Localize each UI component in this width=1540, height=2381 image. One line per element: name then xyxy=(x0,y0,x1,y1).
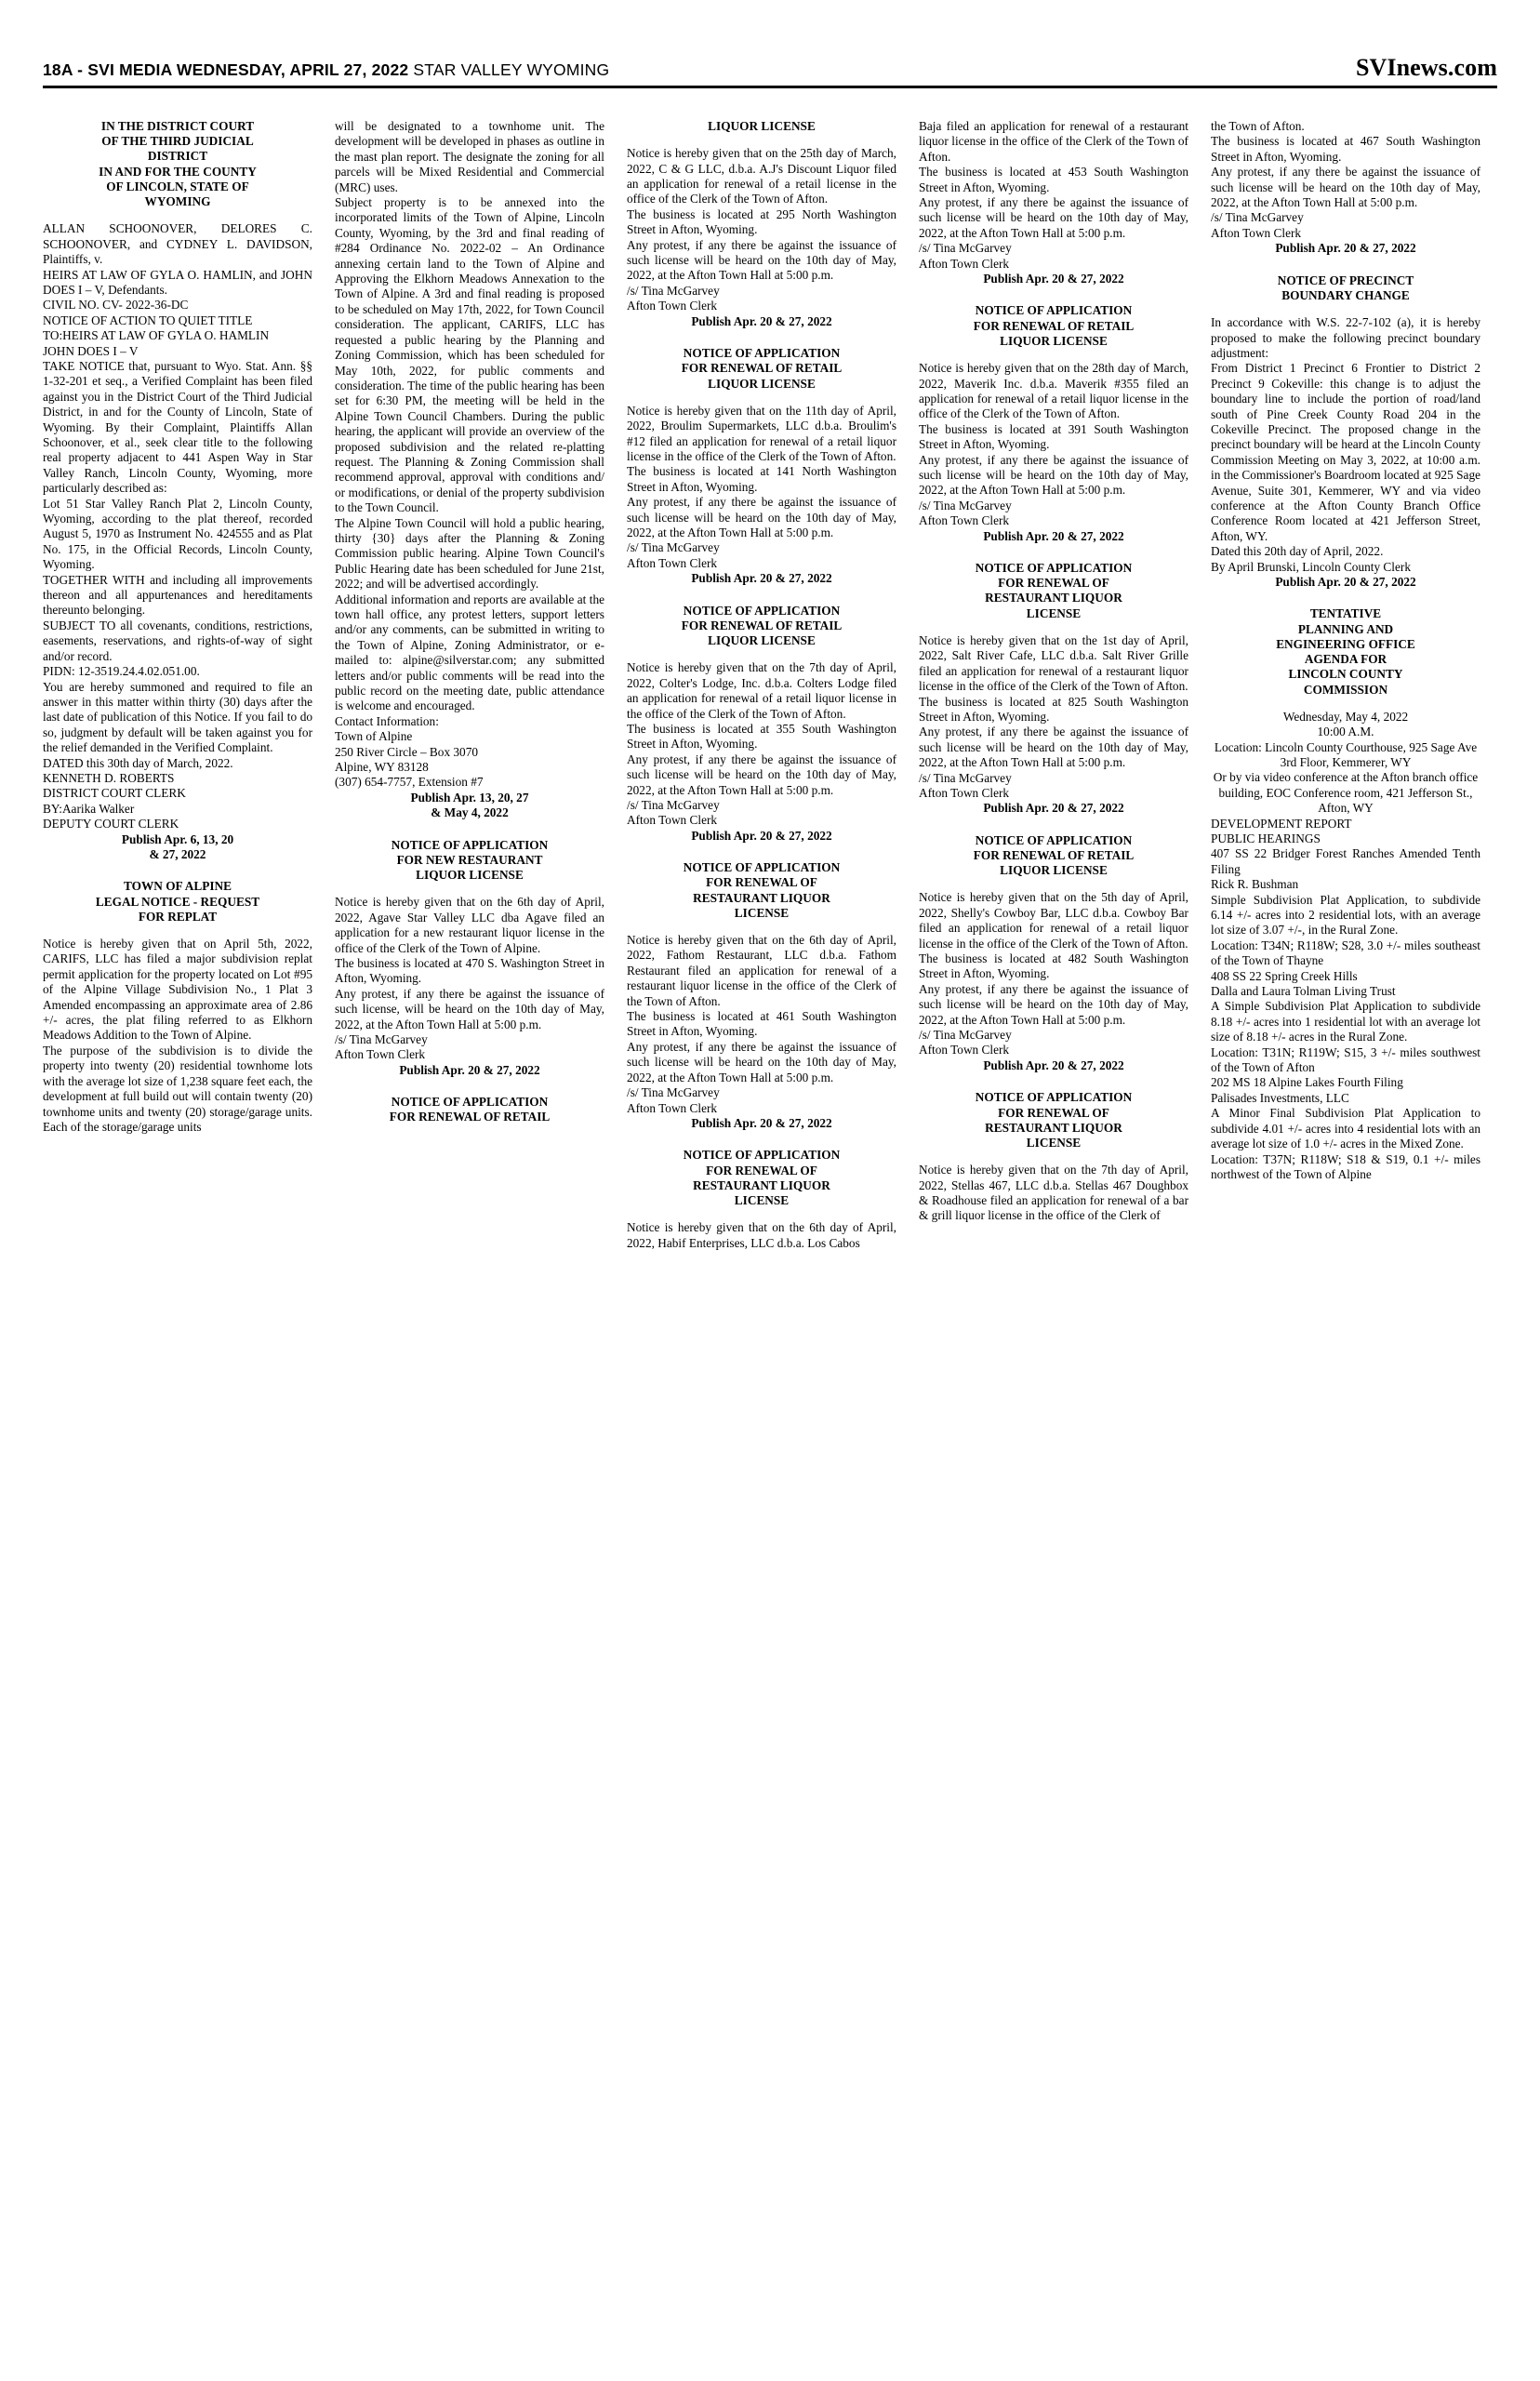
notice-paragraph: ALLAN SCHOONOVER, DELORES C. SCHOONOVER, and CYDNEY L. DAVIDSON, Plaintiffs, v. xyxy=(43,221,312,267)
notice-paragraph: DEVELOPMENT REPORT xyxy=(1211,816,1352,831)
notice-heading: NOTICE OF APPLICATION FOR RENEWAL OF RETAIL LIQUOR LICENSE xyxy=(681,603,843,648)
notice-paragraph: Notice is hereby given that on the 6th day of April, 2022, Agave Star Valley LLC dba Agave filed an application for a new restaurant liquor license in the office of the Clerk of the Town of Alpine. xyxy=(335,895,604,955)
notice-paragraph: In accordance with W.S. 22-7-102 (a), it is hereby proposed to make the following precinct boundary adjustment: xyxy=(1211,315,1480,360)
notice-paragraph: (307) 654-7757, Extension #7 xyxy=(335,775,484,790)
notice-paragraph: Additional information and reports are available at the town hall office, any protest letters, support letters and/or any comments, can be submitted in writing to the Town of Alpine, Zoning Administrator, or e-mailed to: alpine@silverstar.com; any submitted letters and/or public comments will be read into the public record on the meeting date, public attendance is welcome and encouraged. xyxy=(335,592,604,713)
notice-paragraph: By April Brunski, Lincoln County Clerk xyxy=(1211,559,1411,574)
publish-dates: Publish Apr. 20 & 27, 2022 xyxy=(691,571,832,586)
publish-dates: Publish Apr. 20 & 27, 2022 xyxy=(983,1057,1124,1072)
publish-dates: Publish Apr. 20 & 27, 2022 xyxy=(1275,241,1416,256)
notice-heading: NOTICE OF APPLICATION FOR RENEWAL OF RETAIL xyxy=(389,1095,551,1124)
website-label: SVInews.com xyxy=(1355,54,1497,81)
notice-paragraph: Location: T31N; R119W; S15, 3 +/- miles southwest of the Town of Afton xyxy=(1211,1044,1480,1075)
notice-heading: TENTATIVE PLANNING AND ENGINEERING OFFICE AGENDA FOR LINCOLN COUNTY COMMISSION xyxy=(1276,606,1415,697)
notice-heading: TOWN OF ALPINE LEGAL NOTICE - REQUEST FOR REPLAT xyxy=(95,879,260,924)
notice-paragraph: KENNETH D. ROBERTS xyxy=(43,770,175,785)
heading-spacer xyxy=(627,921,896,933)
notice-paragraph: Afton Town Clerk xyxy=(627,1100,718,1115)
notice-paragraph: /s/ Tina McGarvey xyxy=(919,498,1012,512)
notice-paragraph: Subject property is to be annexed into the incorporated limits of the Town of Alpine, Lincoln County, Wyoming, by the 3rd and final reading of #284 Ordinance No. 2022-02 – An Ordinance annexing certain land to the Town of Alpine and Approving the Elkhorn Meadows Annexation to the Town of Alpine. A 3rd and final reading is proposed to be scheduled on May 17th, 2022, for Town Council consideration. The applicant, CARIFS, LLC has requested a public hearing by the Planning and Zoning Commission, which has been scheduled for May 10th, 2022, for public comments and consideration. The time of the public hearing has been set for 6:30 PM, the meeting will be held in the Alpine Town Council Chambers. During the public hearing, the applicant will provide an overview of the proposed subdivision and the related re-platting request. The Planning & Zoning Commission shall recommend approval, approval with conditions and/ or modifications, or denial of the property subdivision to the Town Council. xyxy=(335,195,604,515)
notice-paragraph: will be designated to a townhome unit. The development will be developed in phases as outline in the mast plan report. The designate the zoning for all parcels will be Mixed Residential and Commercial (MRC) uses. xyxy=(335,119,604,194)
notice-paragraph: 250 River Circle – Box 3070 xyxy=(335,744,479,759)
column-1 xyxy=(43,119,312,2351)
publish-dates: Publish Apr. 20 & 27, 2022 xyxy=(983,801,1124,816)
heading-spacer xyxy=(627,134,896,146)
notice-paragraph: 408 SS 22 Spring Creek Hills xyxy=(1211,968,1358,983)
notice-paragraph: Afton Town Clerk xyxy=(627,813,718,828)
publication-name: STAR VALLEY WYOMING xyxy=(413,60,610,79)
notice-paragraph: Location: T37N; R118W; S18 & S19, 0.1 +/- miles northwest of the Town of Alpine xyxy=(1211,1151,1480,1181)
block-spacer xyxy=(627,844,896,860)
heading-spacer xyxy=(919,621,1188,633)
notice-paragraph: /s/ Tina McGarvey xyxy=(627,1085,720,1100)
notice-paragraph: 407 SS 22 Bridger Forest Ranches Amended Tenth Filing xyxy=(1211,846,1480,876)
notice-paragraph: Any protest, if any there be against the issuance of such license will be heard on the 10th day of May, 2022, at the Afton Town Hall at 5:00 p.m. xyxy=(919,452,1188,498)
notice-paragraph: /s/ Tina McGarvey xyxy=(919,241,1012,256)
notice-paragraph: TAKE NOTICE that, pursuant to Wyo. Stat. Ann. §§ 1-32-201 et seq., a Verified Complaint has been filed against you in the District Court of the Third Judicial District, in and for the County of Lincoln, State of Wyoming. By their Complaint, Plaintiffs Allan Schoonover, et al., seek clear title to the following real property adjacent to 441 Aspen Way in Star Valley Ranch, Lincoln County, Wyoming, more particularly described as: xyxy=(43,358,312,496)
heading-spacer xyxy=(627,392,896,404)
centered-line: Or by via video conference at the Afton branch office building, EOC Conference room, 421 Jefferson St., Afton, WY xyxy=(1213,770,1479,816)
notice-paragraph: TOGETHER WITH and including all improvements thereon and all appurtenances and hereditaments thereunto belonging. xyxy=(43,572,312,618)
notice-paragraph: Rick R. Bushman xyxy=(1211,877,1299,892)
block-spacer xyxy=(335,821,604,838)
block-spacer xyxy=(335,1078,604,1095)
heading-spacer xyxy=(919,1151,1188,1163)
notice-paragraph: Any protest, if any there be against the issuance of such license will be heard on the 10th day of May, 2022, at the Afton Town Hall at 5:00 p.m. xyxy=(919,195,1188,240)
notice-paragraph: Afton Town Clerk xyxy=(919,256,1010,271)
publish-dates: Publish Apr. 20 & 27, 2022 xyxy=(691,828,832,843)
notice-paragraph: Dated this 20th day of April, 2022. xyxy=(1211,544,1384,559)
centered-line: Wednesday, May 4, 2022 xyxy=(1282,709,1409,724)
heading-spacer xyxy=(627,648,896,660)
publish-dates: Publish Apr. 20 & 27, 2022 xyxy=(691,1115,832,1130)
notice-paragraph: Any protest, if any there be against the issuance of such license will be heard on the 10th day of May, 2022, at the Afton Town Hall at 5:00 p.m. xyxy=(1211,165,1480,210)
heading-spacer xyxy=(627,1208,896,1220)
notice-paragraph: Any protest, if any there be against the issuance of such license will be heard on the 10th day of May, 2022, at the Afton Town Hall at 5:00 p.m. xyxy=(627,237,896,283)
notice-paragraph: Notice is hereby given that on the 7th day of April, 2022, Stellas 467, LLC d.b.a. Stellas 467 Doughbox & Roadhouse filed an application for renewal of a bar & grill liquor license in the office of the Clerk of xyxy=(919,1163,1188,1223)
notice-paragraph: Any protest, if any there be against the issuance of such license will be heard on the 10th day of May, 2022, at the Afton Town Hall at 5:00 p.m. xyxy=(919,981,1188,1027)
notice-paragraph: 202 MS 18 Alpine Lakes Fourth Filing xyxy=(1211,1075,1403,1090)
publish-dates: Publish Apr. 20 & 27, 2022 xyxy=(983,272,1124,286)
publish-dates: Publish Apr. 20 & 27, 2022 xyxy=(399,1062,540,1077)
notice-paragraph: JOHN DOES I – V xyxy=(43,343,139,358)
notice-paragraph: Palisades Investments, LLC xyxy=(1211,1090,1349,1105)
notice-paragraph: The business is located at 467 South Washington Street in Afton, Wyoming. xyxy=(1211,134,1480,164)
notice-heading: NOTICE OF APPLICATION FOR RENEWAL OF RESTAURANT LIQUOR LICENSE xyxy=(683,860,841,920)
notice-paragraph: Afton Town Clerk xyxy=(919,785,1010,800)
block-spacer xyxy=(627,1131,896,1148)
notice-heading: IN THE DISTRICT COURT OF THE THIRD JUDICIAL DISTRICT IN AND FOR THE COUNTY OF LINCOLN, STATE OF WYOMING xyxy=(99,119,257,209)
notice-paragraph: The Alpine Town Council will hold a public hearing, thirty {30} days after the Planning & Zoning Commission public hearing. Alpine Town Council's Public Hearing date has been scheduled for June 21st, 2022; and will be advertised accordingly. xyxy=(335,515,604,592)
block-spacer xyxy=(919,1073,1188,1090)
notice-paragraph: The business is located at 295 North Washington Street in Afton, Wyoming. xyxy=(627,206,896,237)
notice-paragraph: Any protest, if any there be against the issuance of such license will be heard on the 10th day of May, 2022, at the Afton Town Hall at 5:00 p.m. xyxy=(627,495,896,539)
notice-paragraph: The business is located at 825 South Washington Street in Afton, Wyoming. xyxy=(919,694,1188,724)
column-container xyxy=(43,119,1497,2351)
header-divider xyxy=(43,86,1497,88)
column-2 xyxy=(335,119,604,2351)
heading-spacer xyxy=(43,209,312,221)
notice-paragraph: Baja filed an application for renewal of a restaurant liquor license in the office of the Clerk of the Town of Afton. xyxy=(919,119,1188,164)
notice-paragraph: /s/ Tina McGarvey xyxy=(335,1032,428,1046)
notice-paragraph: Any protest, if any there be against the issuance of such license will be heard on the 10th day of May, 2022, at the Afton Town Hall at 5:00 p.m. xyxy=(627,1039,896,1084)
notice-paragraph: BY:Aarika Walker xyxy=(43,801,135,816)
page-number-label: 18A - SVI MEDIA xyxy=(43,60,172,79)
notice-paragraph: /s/ Tina McGarvey xyxy=(919,770,1012,785)
notice-heading: NOTICE OF APPLICATION FOR RENEWAL OF RETAIL LIQUOR LICENSE xyxy=(681,346,843,391)
notice-paragraph: HEIRS AT LAW OF GYLA O. HAMLIN, and JOHN DOES I – V, Defendants. xyxy=(43,267,312,297)
notice-heading: NOTICE OF APPLICATION FOR RENEWAL OF RESTAURANT LIQUOR LICENSE xyxy=(975,1090,1133,1150)
notice-paragraph: the Town of Afton. xyxy=(1211,119,1305,133)
block-spacer xyxy=(627,587,896,604)
heading-spacer xyxy=(1211,303,1480,315)
notice-paragraph: Notice is hereby given that on the 11th day of April, 2022, Broulim Supermarkets, LLC d.b.a. Broulim's #12 filed an application for renewal of a retail liquor license in the office of the Clerk of the Town of Afton. xyxy=(627,403,896,463)
notice-paragraph: Notice is hereby given that on the 6th day of April, 2022, Fathom Restaurant, LLC d.b.a. Fathom Restaurant filed an application for renewal of a restaurant liquor license in the office of the Clerk of the Town of Afton. xyxy=(627,933,896,1008)
block-spacer xyxy=(919,817,1188,833)
notice-paragraph: Notice is hereby given that on the 7th day of April, 2022, Colter's Lodge, Inc. d.b.a. Colters Lodge filed an application for renewal of a retail liquor license in the office of the Clerk of the Town of Afton. xyxy=(627,660,896,721)
notice-paragraph: Any protest, if any there be against the issuance of such license will be heard on the 10th day of May, 2022, at the Afton Town Hall at 5:00 p.m. xyxy=(919,725,1188,770)
notice-paragraph: Dalla and Laura Tolman Living Trust xyxy=(1211,984,1396,999)
notice-paragraph: /s/ Tina McGarvey xyxy=(919,1028,1012,1043)
notice-paragraph: Afton Town Clerk xyxy=(627,299,718,313)
publish-dates: Publish Apr. 20 & 27, 2022 xyxy=(691,313,832,328)
notice-paragraph: The business is located at 461 South Washington Street in Afton, Wyoming. xyxy=(627,1009,896,1039)
notice-heading: NOTICE OF APPLICATION FOR RENEWAL OF RETAIL LIQUOR LICENSE xyxy=(973,303,1135,348)
notice-paragraph: Any protest, if any there be against the issuance of such license will be heard on the 10th day of May, 2022, at the Afton Town Hall at 5:00 p.m. xyxy=(627,752,896,797)
notice-paragraph: Lot 51 Star Valley Ranch Plat 2, Lincoln County, Wyoming, according to the plat thereof, recorded August 5, 1970 as Instrument No. 424555 and as Plat No. 175, in the Official Records, Lincoln County, Wyoming. xyxy=(43,496,312,572)
notice-heading: NOTICE OF APPLICATION FOR RENEWAL OF RETAIL LIQUOR LICENSE xyxy=(973,832,1135,878)
notice-paragraph: A Minor Final Subdivision Plat Application to subdivide 4.01 +/- acres into 4 residential lots with an average lot size of 1.0 +/- acres in the Mixed Zone. xyxy=(1211,1106,1480,1151)
notice-paragraph: Afton Town Clerk xyxy=(627,555,718,570)
notice-paragraph: /s/ Tina McGarvey xyxy=(627,797,720,812)
block-spacer xyxy=(627,329,896,346)
notice-paragraph: The business is located at 470 S. Washington Street in Afton, Wyoming. xyxy=(335,955,604,986)
heading-spacer xyxy=(1211,698,1480,710)
notice-paragraph: From District 1 Precinct 6 Frontier to District 2 Precinct 9 Cokeville: this change is to adjust the boundary line to include the portion of road/land south of Pine Creek County Road 204 in the Cokeville Precinct. The proposed change in the precinct boundary will be heard at the Lincoln County Commission Meeting on May 3, 2022, at 10:00 a.m. in the Commissioner's Boardroom located at 925 Sage Avenue, Suite 301, Kemmerer, WY and via video conference at the Afton County Branch Office Conference Room located at 421 Jefferson Street, Afton, WY. xyxy=(1211,361,1480,543)
block-spacer xyxy=(43,862,312,879)
heading-spacer xyxy=(335,1125,604,1137)
notice-paragraph: Afton Town Clerk xyxy=(919,1043,1010,1057)
notice-heading: NOTICE OF APPLICATION FOR NEW RESTAURANT LIQUOR LICENSE xyxy=(391,837,549,883)
notice-heading: NOTICE OF APPLICATION FOR RENEWAL OF RESTAURANT LIQUOR LICENSE xyxy=(975,561,1133,620)
notice-paragraph: /s/ Tina McGarvey xyxy=(627,283,720,298)
issue-date: WEDNESDAY, APRIL 27, 2022 xyxy=(176,60,409,79)
heading-spacer xyxy=(919,878,1188,890)
notice-paragraph: A Simple Subdivision Plat Application to subdivide 8.18 +/- acres into 1 residential lot with an average lot size of 8.18 +/- acres in the Rural Zone. xyxy=(1211,999,1480,1044)
notice-paragraph: PIDN: 12-3519.24.4.02.051.00. xyxy=(43,664,200,679)
publish-dates: Publish Apr. 20 & 27, 2022 xyxy=(1275,575,1416,589)
notice-paragraph: Alpine, WY 83128 xyxy=(335,760,429,775)
publish-dates: Publish Apr. 20 & 27, 2022 xyxy=(983,528,1124,543)
publish-dates: Publish Apr. 6, 13, 20 & 27, 2022 xyxy=(121,831,234,861)
notice-paragraph: Contact Information: xyxy=(335,713,439,728)
heading-spacer xyxy=(43,924,312,937)
notice-paragraph: DEPUTY COURT CLERK xyxy=(43,817,179,831)
notice-paragraph: The business is located at 391 South Washington Street in Afton, Wyoming. xyxy=(919,421,1188,452)
notice-paragraph: TO:HEIRS AT LAW OF GYLA O. HAMLIN xyxy=(43,328,270,343)
heading-spacer xyxy=(335,883,604,895)
notice-paragraph: DATED this 30th day of March, 2022. xyxy=(43,755,233,770)
masthead xyxy=(43,54,1497,82)
heading-spacer xyxy=(919,349,1188,361)
notice-paragraph: SUBJECT TO all covenants, conditions, restrictions, easements, reservations, and rights-of-way of sight and/or record. xyxy=(43,618,312,663)
notice-paragraph: PUBLIC HEARINGS xyxy=(1211,831,1321,845)
notice-paragraph: /s/ Tina McGarvey xyxy=(1211,210,1304,225)
column-5 xyxy=(1211,119,1480,2351)
block-spacer xyxy=(919,286,1188,303)
column-4 xyxy=(919,119,1188,2351)
notice-paragraph: Location: T34N; R118W; S28, 3.0 +/- miles southeast of the Town of Thayne xyxy=(1211,938,1480,968)
masthead-left xyxy=(43,60,609,80)
centered-line: 10:00 A.M. xyxy=(1317,725,1374,739)
notice-paragraph: Notice is hereby given that on the 5th day of April, 2022, Shelly's Cowboy Bar, LLC d.b.a. Cowboy Bar filed an application for renewal of a retail liquor license in the office of the Clerk of the Town of Afton. xyxy=(919,890,1188,951)
block-spacer xyxy=(1211,590,1480,606)
notice-paragraph: Town of Alpine xyxy=(335,729,413,744)
notice-paragraph: Afton Town Clerk xyxy=(919,513,1010,528)
notice-paragraph: Afton Town Clerk xyxy=(1211,225,1302,240)
notice-paragraph: CIVIL NO. CV- 2022-36-DC xyxy=(43,298,189,313)
notice-paragraph: The business is located at 453 South Washington Street in Afton, Wyoming. xyxy=(919,165,1188,194)
notice-paragraph: Afton Town Clerk xyxy=(335,1047,426,1062)
notice-heading: NOTICE OF APPLICATION FOR RENEWAL OF RESTAURANT LIQUOR LICENSE xyxy=(683,1148,841,1207)
column-3 xyxy=(627,119,896,2351)
publish-dates: Publish Apr. 13, 20, 27 & May 4, 2022 xyxy=(410,790,529,820)
notice-paragraph: Notice is hereby given that on the 28th day of March, 2022, Maverik Inc. d.b.a. Maverik #355 filed an application for renewal of a retail liquor license in the office of the Clerk of the Town of Afton. xyxy=(919,361,1188,421)
notice-paragraph: The business is located at 141 North Washington Street in Afton, Wyoming. xyxy=(627,464,896,494)
notice-paragraph: DISTRICT COURT CLERK xyxy=(43,786,186,801)
notice-heading: LIQUOR LICENSE xyxy=(708,119,816,133)
notice-paragraph: The purpose of the subdivision is to divide the property into twenty (20) residential townhome lots with the average lot size of 1,238 square feet each, the development at full build out will contain twenty (20) townhome units and twenty (20) storage/garage units. Each of the storage/garage units xyxy=(43,1043,312,1134)
notice-paragraph: /s/ Tina McGarvey xyxy=(627,540,720,555)
notice-paragraph: NOTICE OF ACTION TO QUIET TITLE xyxy=(43,313,253,327)
notice-paragraph: The business is located at 355 South Washington Street in Afton, Wyoming. xyxy=(627,721,896,752)
block-spacer xyxy=(1211,257,1480,273)
notice-heading: NOTICE OF PRECINCT BOUNDARY CHANGE xyxy=(1277,273,1414,302)
notice-paragraph: Notice is hereby given that on the 25th day of March, 2022, C & G LLC, d.b.a. A.J's Discount Liquor filed an application for renewal of a retail license in the office of the Clerk of the Town of Afton. xyxy=(627,146,896,206)
notice-paragraph: Notice is hereby given that on April 5th, 2022, CARIFS, LLC has filed a major subdivision replat permit application for the property located on Lot #95 of the Alpine Village Subdivision No., 1 Plat 3 Amended encompassing an approximate area of 2.86 +/- acres, the plat filing referred to as Elkhorn Meadows Addition to the Town of Alpine. xyxy=(43,937,312,1043)
notice-paragraph: You are hereby summoned and required to file an answer in this matter within thirty (30) days after the last date of publication of this Notice. If you fail to do so, judgment by default will be taken against you for the relief demanded in the Verified Complaint. xyxy=(43,679,312,755)
notice-paragraph: Simple Subdivision Plat Application, to subdivide 6.14 +/- acres into 2 residential lots, with an average lot size of 3.07 +/-, in the Rural Zone. xyxy=(1211,892,1480,938)
centered-line: Location: Lincoln County Courthouse, 925 Sage Ave 3rd Floor, Kemmerer, WY xyxy=(1214,739,1478,769)
notice-paragraph: The business is located at 482 South Washington Street in Afton, Wyoming. xyxy=(919,951,1188,981)
notice-paragraph: Notice is hereby given that on the 1st day of April, 2022, Salt River Cafe, LLC d.b.a. Salt River Grille filed an application for renewal of a restaurant liquor license in the office of the Clerk of the Town of Afton. xyxy=(919,632,1188,694)
notice-paragraph: Any protest, if any there be against the issuance of such license, will be heard on the 10th day of May, 2022, at the Afton Town Hall at 5:00 p.m. xyxy=(335,986,604,1031)
notice-paragraph: Notice is hereby given that on the 6th day of April, 2022, Habif Enterprises, LLC d.b.a. Los Cabos xyxy=(627,1220,896,1250)
block-spacer xyxy=(919,544,1188,561)
